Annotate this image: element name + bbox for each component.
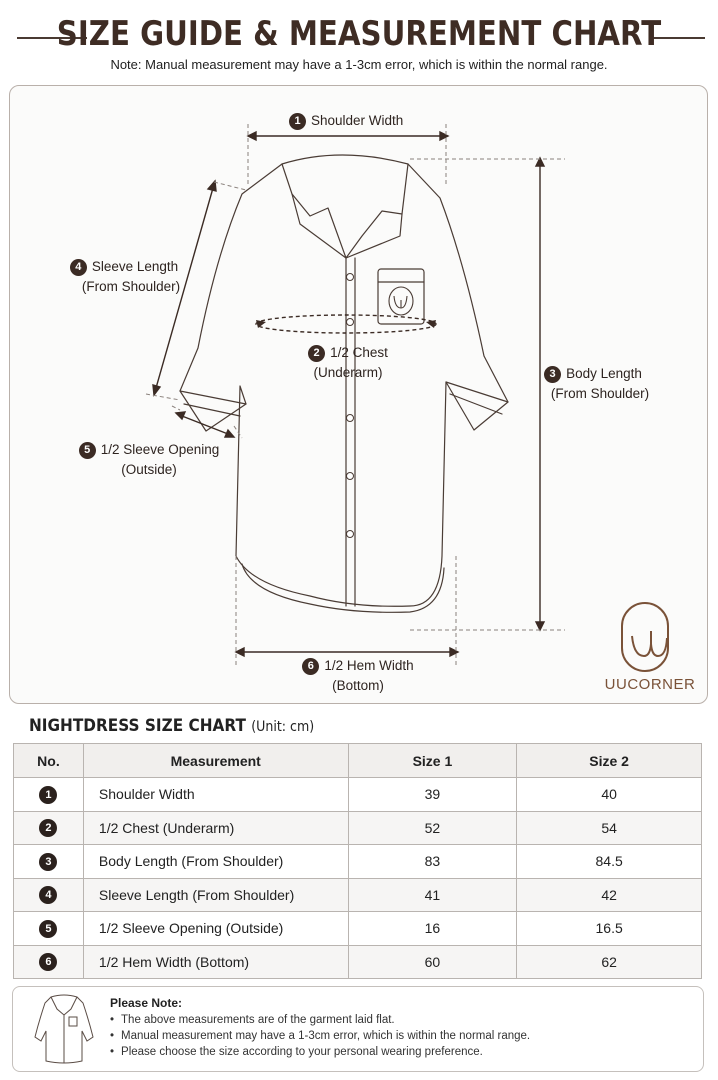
badge-5: 5: [79, 442, 96, 459]
row-number-badge: 2: [39, 819, 57, 837]
row-measurement: 1/2 Chest (Underarm): [83, 811, 348, 845]
row-size2: 54: [517, 811, 702, 845]
row-size1: 16: [348, 912, 517, 946]
label-hem-width: 6 1/2 Hem Width (Bottom): [293, 656, 423, 696]
size-chart-title: NIGHTDRESS SIZE CHART (Unit: cm): [29, 716, 315, 736]
row-size1: 60: [348, 945, 517, 979]
badge-4: 4: [70, 259, 87, 276]
table-row: [14, 845, 702, 879]
label-shoulder-width: 1 Shoulder Width: [289, 111, 403, 131]
badge-2: 2: [308, 345, 325, 362]
label-chest: 2 1/2 Chest (Underarm): [293, 343, 403, 383]
row-size2: 62: [517, 945, 702, 979]
brand-logo-mark: [622, 603, 668, 671]
col-header-size1: Size 1: [348, 744, 517, 778]
table-header-row: [14, 744, 702, 778]
brand: [600, 674, 700, 693]
row-number-badge: 3: [39, 853, 57, 871]
row-size2: 84.5: [517, 845, 702, 879]
badge-6: 6: [302, 658, 319, 675]
label-body-length: 3 Body Length (From Shoulder): [528, 364, 658, 404]
row-size2: 16.5: [517, 912, 702, 946]
row-size1: 39: [348, 778, 517, 812]
page-title: SIZE GUIDE & MEASUREMENT CHART: [56, 14, 662, 54]
badge-1: 1: [289, 113, 306, 130]
size-chart-table: [13, 743, 702, 979]
table-row: [14, 912, 702, 946]
collar: [282, 164, 408, 258]
row-size1: 52: [348, 811, 517, 845]
measurement-diagram: [9, 85, 708, 704]
row-measurement: Body Length (From Shoulder): [83, 845, 348, 879]
row-size1: 83: [348, 845, 517, 879]
row-number-badge: 1: [39, 786, 57, 804]
row-number-badge: 5: [39, 920, 57, 938]
row-measurement: Shoulder Width: [83, 778, 348, 812]
list-item: • Please choose the size according to your personal wearing preference.: [110, 1044, 530, 1060]
col-header-measurement: Measurement: [83, 744, 348, 778]
size-chart-unit: (Unit: cm): [251, 719, 315, 735]
label-sleeve-length: 4 Sleeve Length (From Shoulder): [64, 257, 184, 297]
nightdress-thumbnail-icon: [29, 991, 99, 1067]
table-row: [14, 778, 702, 812]
badge-3: 3: [544, 366, 561, 383]
please-note-list: [110, 1012, 530, 1060]
header-note: Note: Manual measurement may have a 1-3cm error, which is within the normal range.: [110, 57, 608, 72]
placket: [346, 258, 355, 606]
label-sleeve-opening: 5 1/2 Sleeve Opening (Outside): [78, 440, 220, 480]
row-number-badge: 6: [39, 953, 57, 971]
please-note-title: Please Note:: [110, 996, 183, 1010]
row-measurement: Sleeve Length (From Shoulder): [83, 878, 348, 912]
row-size2: 42: [517, 878, 702, 912]
list-item: • Manual measurement may have a 1-3cm error, which is within the normal range.: [110, 1028, 530, 1044]
table-row: [14, 811, 702, 845]
col-header-no: No.: [14, 744, 84, 778]
chest-pocket: [378, 269, 424, 324]
table-row: [14, 945, 702, 979]
row-measurement: 1/2 Sleeve Opening (Outside): [83, 912, 348, 946]
col-header-size2: Size 2: [517, 744, 702, 778]
row-size2: 40: [517, 778, 702, 812]
table-row: [14, 878, 702, 912]
row-size1: 41: [348, 878, 517, 912]
row-number-badge: 4: [39, 886, 57, 904]
list-item: • The above measurements are of the garment laid flat.: [110, 1012, 530, 1028]
left-cuff: [180, 391, 246, 416]
header: [0, 8, 718, 58]
please-note-box: [12, 986, 704, 1072]
hem-stitch: [242, 564, 444, 612]
row-measurement: 1/2 Hem Width (Bottom): [83, 945, 348, 979]
brand-name: UUCORNER: [604, 676, 696, 693]
